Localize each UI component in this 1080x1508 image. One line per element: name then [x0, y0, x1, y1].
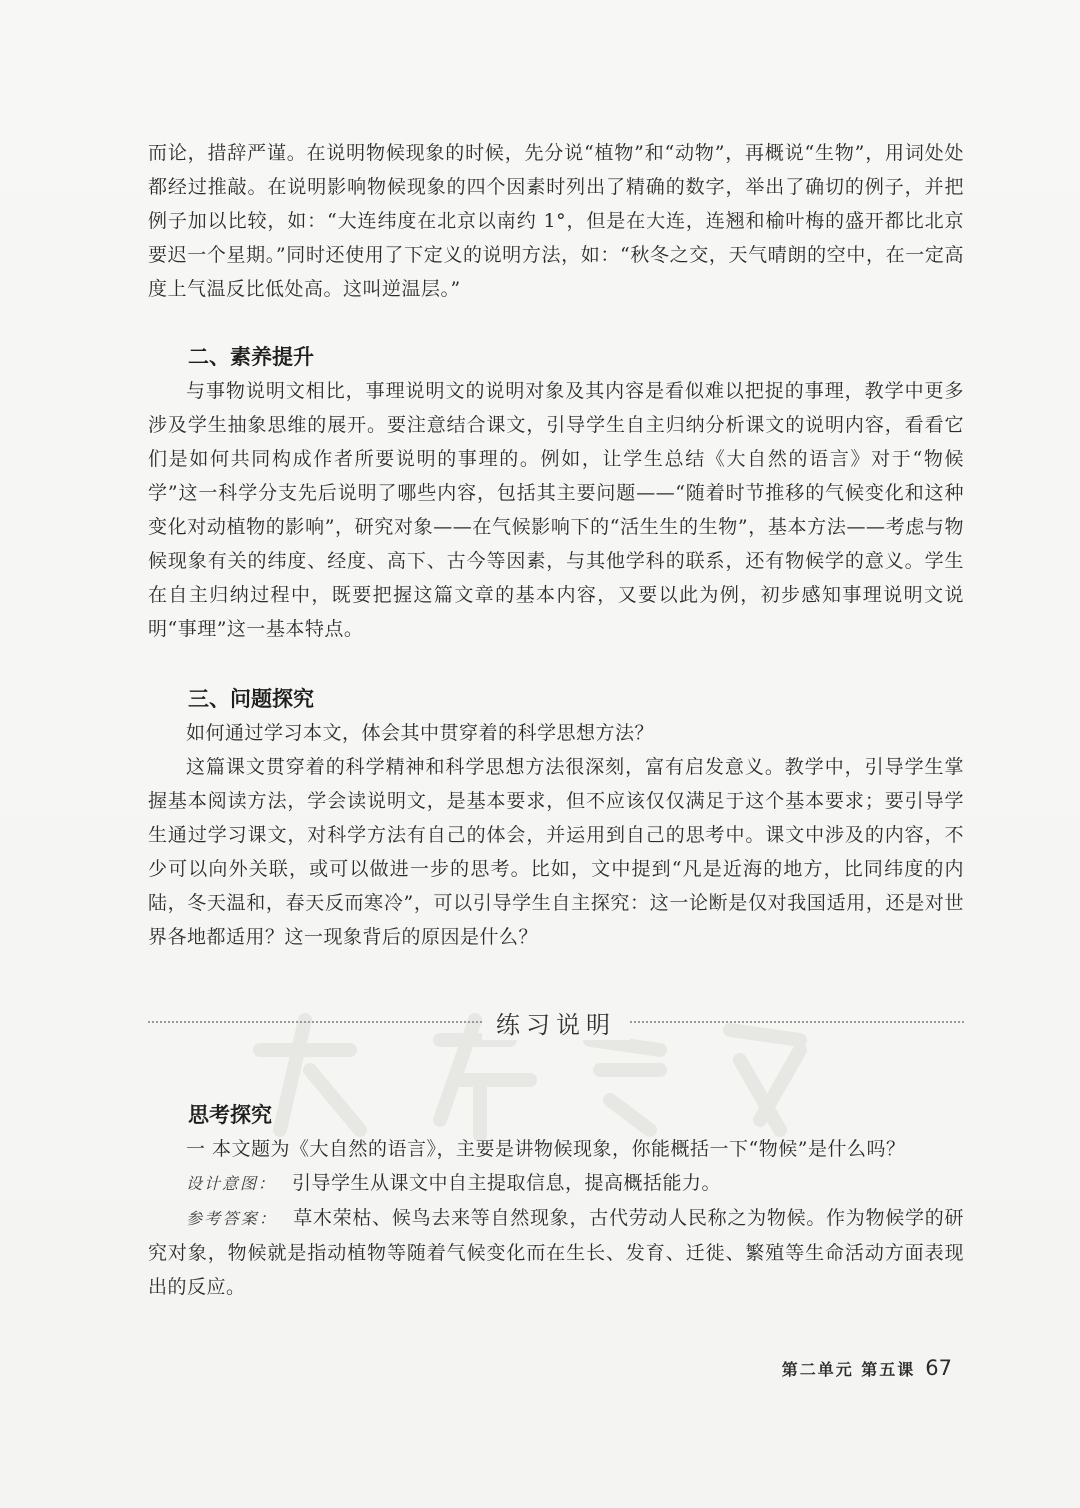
inquiry-paragraph: 这篇课文贯穿着的科学精神和科学思想方法很深刻，富有启发意义。教学中，引导学生掌握基本阅读方法，学会读说明文，是基本要求，但不应该仅仅满足于这个基本要求；要引导学生通过学习课文，对科学方法有自己的体会，并运用到自己的思考中。课文中涉及的内容，不少可以向外关联，或可以做进一步的思考。比如，文中提到“凡是近海的地方，比同纬度的内陆，冬天温和，春天反而寒冷”，可以引导学生自主探究：这一论断是仅对我国适用，还是对世界各地都适用？这一现象背后的原因是什么？	[148, 756, 964, 948]
section-heading-inquiry: 三、问题探究	[188, 687, 314, 711]
divider-rule-right	[630, 1021, 964, 1023]
section-heading-literacy: 二、素养提升	[188, 345, 314, 369]
exercise-divider-title: 练习说明	[482, 1005, 630, 1040]
page-footer	[782, 1356, 952, 1380]
inquiry-question: 如何通过学习本文，体会其中贯穿着的科学思想方法？	[186, 722, 655, 744]
exercise-item-1: 一 本文题为《大自然的语言》，主要是讲物候现象，你能概括一下“物候”是什么吗？	[186, 1138, 906, 1160]
design-intent	[148, 1166, 964, 1201]
reference-answer-text: 草木荣枯、候鸟去来等自然现象，古代劳动人民称之为物候。作为物候学的研究对象，物候就是指动植物等随着气候变化而在生长、发育、迁徙、繁殖等生命活动方面表现出的反应。	[148, 1207, 964, 1298]
page-number: 67	[925, 1356, 952, 1380]
exercise-divider	[148, 1002, 964, 1042]
reference-answer	[148, 1201, 964, 1304]
thinking-heading: 思考探究	[188, 1103, 272, 1127]
divider-rule-left	[148, 1021, 482, 1023]
intro-paragraph: 而论，措辞严谨。在说明物候现象的时候，先分说“植物”和“动物”，再概说“生物”，用词处处都经过推敲。在说明影响物候现象的四个因素时列出了精确的数字，举出了确切的例子，并把例子加以比较，如：“大连纬度在北京以南约 1°，但是在大连，连翘和榆叶梅的盛开都比北京要迟一个星期。”同时还使用了下定义的说明方法，如：“秋冬之交，天气晴朗的空中，在一定高度上气温反比低处高。这叫逆温层。”	[148, 142, 964, 300]
footer-unit-lesson: 第二单元 第五课	[781, 1360, 916, 1379]
reference-answer-label: 参考答案：	[186, 1209, 278, 1228]
design-intent-text: 引导学生从课文中自主提取信息，提高概括能力。	[292, 1172, 722, 1194]
section-literacy-paragraph: 与事物说明文相比，事理说明文的说明对象及其内容是看似难以把捉的事理，教学中更多涉及学生抽象思维的展开。要注意结合课文，引导学生自主归纳分析课文的说明内容，看看它们是如何共同构成作者所要说明的事理的。例如，让学生总结《大自然的语言》对于“物候学”这一科学分支先后说明了哪些内容，包括其主要问题——“随着时节推移的气候变化和这种变化对动植物的影响”，研究对象——在气候影响下的“活生生的生物”，基本方法——考虑与物候现象有关的纬度、经度、高下、古今等因素，与其他学科的联系，还有物候学的意义。学生在自主归纳过程中，既要把握这篇文章的基本内容，又要以此为例，初步感知事理说明文说明“事理”这一基本特点。	[148, 380, 964, 640]
design-intent-label: 设计意图：	[186, 1174, 277, 1193]
page-content	[148, 136, 964, 1304]
